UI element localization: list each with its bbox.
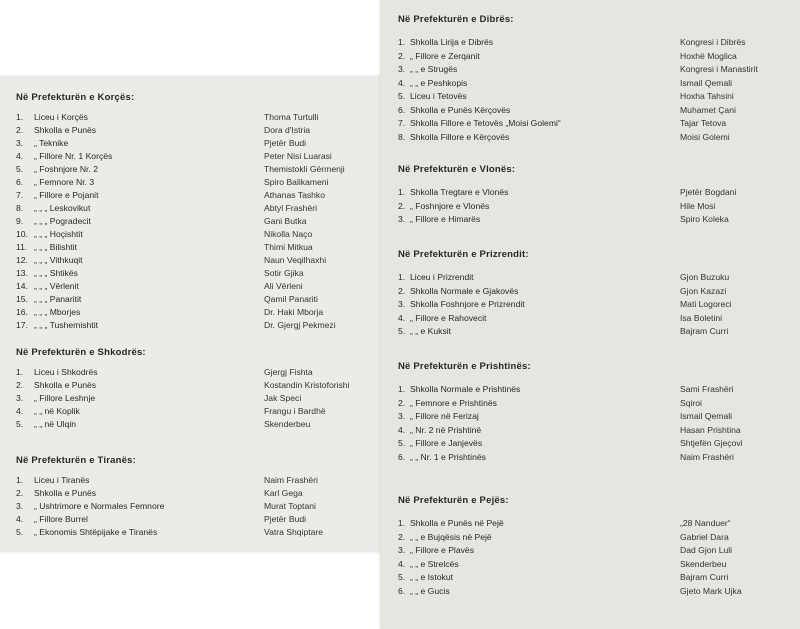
school-name: „ Foshnjore e Vlonës <box>410 200 490 211</box>
row-number: 7. <box>398 118 406 128</box>
row-number: 6. <box>398 585 406 596</box>
section-heading: Në Prefekturën e Vlonës: <box>398 164 516 175</box>
dedication-name: Dad Gjon Luli <box>680 545 733 555</box>
school-name: „ Fillore e Zerqanit <box>410 50 480 61</box>
dedication-name: Themistokli Gërmenji <box>264 164 345 174</box>
row-number: 2. <box>398 50 406 61</box>
school-row <box>380 90 800 103</box>
row-number: 6. <box>398 451 406 462</box>
school-row <box>380 544 800 557</box>
school-row <box>0 366 387 379</box>
dedication-name: Ismail Qemali <box>680 411 733 421</box>
row-number: 5. <box>398 91 406 101</box>
school-name: Shkolla e Punës në Pejë <box>410 518 504 528</box>
school-name: Shkolla e Punës <box>34 125 97 135</box>
school-row <box>0 392 387 405</box>
row-number: 14. <box>16 281 28 291</box>
dedication-name: Athanas Tashko <box>264 190 325 200</box>
row-number: 4. <box>398 424 406 435</box>
school-name: „ Fillore e Janjevës <box>410 438 483 448</box>
school-name: „ Ekonomis Shtëpijake e Tiranës <box>34 527 158 537</box>
row-number: 10. <box>16 229 28 239</box>
school-name: „ „ e Peshkopis <box>410 77 468 88</box>
dedication-name: Gjon Buzuku <box>680 272 730 282</box>
row-number: 13. <box>16 268 28 278</box>
school-row <box>380 131 800 144</box>
school-row <box>0 241 387 254</box>
row-number: 4. <box>16 406 24 416</box>
dedication-name: Dr. Gjergj Pekmezi <box>264 320 336 330</box>
school-name: „ „ e Strugës <box>410 64 458 74</box>
school-name: „ Femnore e Prishtinës <box>410 397 497 408</box>
section-heading: Në Prefekturën e Tiranës: <box>16 455 136 466</box>
dedication-name: „28 Nanduer“ <box>680 518 731 528</box>
school-name: „ „ „ Pogradecit <box>34 216 91 226</box>
dedication-name: Naun Veqilhaxhi <box>264 255 327 265</box>
school-row <box>380 451 800 464</box>
dedication-name: Vatra Shqiptare <box>264 527 324 537</box>
dedication-name: Hoxhë Moglica <box>680 50 737 61</box>
dedication-name: Kostandin Kristoforishi <box>264 380 350 390</box>
school-row <box>0 500 387 513</box>
school-name: Shkolla Foshnjore e Prizrendit <box>410 299 525 309</box>
school-name: Liceu i Prizrendit <box>410 272 474 282</box>
school-row <box>380 558 800 571</box>
school-row <box>0 513 387 526</box>
dedication-name: Isa Boletini <box>680 312 723 323</box>
row-number: 17. <box>16 320 28 330</box>
dedication-name: Gjon Kazazi <box>680 285 727 296</box>
school-name: „ „ „ Hoçishtit <box>34 229 83 239</box>
school-row <box>380 285 800 298</box>
school-row <box>0 293 387 306</box>
school-row <box>0 405 387 418</box>
dedication-name: Qamil Panariti <box>264 294 318 304</box>
school-name: „ Nr. 2 në Prishtinë <box>410 424 482 435</box>
dedication-name: Gani Butka <box>264 216 307 226</box>
school-row <box>0 124 387 137</box>
school-row <box>0 306 387 319</box>
row-number: 2. <box>16 125 24 135</box>
row-number: 1. <box>398 272 406 282</box>
dedication-name: Jak Speci <box>264 393 302 403</box>
school-row <box>0 254 387 267</box>
school-name: Liceu i Tetovës <box>410 91 467 101</box>
row-number: 1. <box>398 37 406 47</box>
school-row <box>380 50 800 63</box>
row-number: 2. <box>398 531 406 542</box>
dedication-name: Tajar Tetova <box>680 118 727 128</box>
school-name: Shkolla Normale e Prishtinës <box>410 384 521 394</box>
dedication-name: Pjetër Budi <box>264 138 307 148</box>
school-name: „ Femnore Nr. 3 <box>34 177 95 187</box>
school-name: „ Fillore Leshnje <box>34 393 96 403</box>
school-name: „ „ e Strelcës <box>410 558 459 569</box>
school-row <box>0 163 387 176</box>
school-name: „ „ Nr. 1 e Prishtinës <box>410 451 486 462</box>
school-row <box>0 379 387 392</box>
school-row <box>380 531 800 544</box>
school-name: Shkolla Normale e Gjakovës <box>410 285 519 296</box>
school-name: „ Fillore e Rahovecit <box>410 312 487 323</box>
row-number: 1. <box>16 367 24 377</box>
dedication-name: Murat Toptani <box>264 501 316 511</box>
school-name: Shkolla Fillore e Tetovës „Moisi Golemi“ <box>410 118 561 128</box>
school-name: Shkolla e Punës <box>34 380 97 390</box>
school-row <box>380 36 800 49</box>
dedication-name: Dr. Haki Mborja <box>264 307 324 317</box>
school-row <box>380 410 800 423</box>
school-name: „ Fillore e Plavës <box>410 545 474 555</box>
school-name: „ „ „ Leskovikut <box>34 203 91 213</box>
school-name: „ „ „ Vërlenit <box>34 281 79 291</box>
school-name: Shkolla Fillore e Kërçovës <box>410 131 510 142</box>
section-heading: Në Prefekturën e Prizrendit: <box>398 249 529 260</box>
dedication-name: Shtjefën Gjeçovi <box>680 438 743 448</box>
dedication-name: Ali Vërleni <box>264 281 303 291</box>
school-row <box>380 312 800 325</box>
row-number: 6. <box>16 177 24 187</box>
school-name: „ Ushtrimore e Normales Femnore <box>34 501 165 511</box>
section-heading: Në Prefekturën e Korçës: <box>16 92 135 103</box>
row-number: 1. <box>16 475 24 485</box>
right-document-page <box>380 0 800 629</box>
row-number: 5. <box>398 572 406 582</box>
dedication-name: Hasan Prishtina <box>680 424 741 435</box>
row-number: 3. <box>398 545 406 555</box>
school-name: „ „ „ Bilishtit <box>34 242 77 252</box>
school-row <box>380 424 800 437</box>
school-name: „ „ „ Vithkuqit <box>34 255 83 265</box>
dedication-name: Kongresi i Dibrës <box>680 37 746 47</box>
row-number: 7. <box>16 190 24 200</box>
dedication-name: Naim Frashëri <box>264 475 318 485</box>
school-row <box>380 571 800 584</box>
school-row <box>0 111 387 124</box>
section-heading: Në Prefekturën e Dibrës: <box>398 14 514 25</box>
dedication-name: Karl Gega <box>264 488 303 498</box>
row-number: 3. <box>398 411 406 421</box>
dedication-name: Hoxha Tahsini <box>680 91 734 101</box>
school-row <box>380 437 800 450</box>
school-row <box>380 298 800 311</box>
school-name: „ „ në Ulqin <box>34 419 77 429</box>
dedication-name: Moisi Golemi <box>680 131 730 142</box>
school-name: „ Fillore Nr. 1 Korçës <box>34 151 113 161</box>
school-name: „ „ në Koplik <box>34 406 80 416</box>
row-number: 5. <box>16 419 24 429</box>
school-row <box>0 418 387 431</box>
row-number: 5. <box>16 527 24 537</box>
dedication-name: Abtyl Frashëri <box>264 203 318 213</box>
school-row <box>380 77 800 90</box>
school-row <box>0 267 387 280</box>
dedication-name: Nikolla Naço <box>264 229 313 239</box>
school-row <box>380 397 800 410</box>
dedication-name: Sami Frashëri <box>680 384 734 394</box>
school-name: Liceu i Shkodrës <box>34 367 98 377</box>
school-name: Liceu i Korçës <box>34 112 88 122</box>
school-row <box>0 189 387 202</box>
section-heading: Në Prefekturën e Shkodrës: <box>16 347 146 358</box>
school-name: „ „ „ Panaritit <box>34 294 82 304</box>
row-number: 3. <box>16 138 24 148</box>
school-name: „ „ „ Tushemishtit <box>34 320 98 330</box>
row-number: 2. <box>398 397 406 408</box>
school-row <box>0 176 387 189</box>
row-number: 3. <box>398 299 406 309</box>
row-number: 4. <box>398 77 406 88</box>
dedication-name: Naim Frashëri <box>680 451 734 462</box>
dedication-name: Spiro Koleka <box>680 214 729 224</box>
school-name: Liceu i Tiranës <box>34 475 90 485</box>
school-name: „ Teknike <box>34 138 69 148</box>
school-row <box>0 202 387 215</box>
dedication-name: Peter Nisi Luarasi <box>264 151 332 161</box>
dedication-name: Mati Logoreci <box>680 299 732 309</box>
school-row <box>380 383 800 396</box>
school-row <box>380 117 800 130</box>
school-name: Shkolla e Punës Kërçovës <box>410 104 511 115</box>
row-number: 8. <box>16 203 24 213</box>
school-name: „ „ „ Mborjes <box>34 307 81 317</box>
row-number: 1. <box>398 518 406 528</box>
school-name: „ Fillore e Himarës <box>410 214 481 224</box>
dedication-name: Bajram Curri <box>680 572 729 582</box>
row-number: 1. <box>398 384 406 394</box>
dedication-name: Pjetër Bogdani <box>680 187 737 197</box>
school-row <box>0 150 387 163</box>
row-number: 3. <box>398 64 406 74</box>
dedication-name: Pjetër Budi <box>264 514 307 524</box>
row-number: 4. <box>16 514 24 524</box>
dedication-name: Thimi Mitkua <box>264 242 313 252</box>
row-number: 5. <box>398 326 406 336</box>
school-row <box>380 186 800 199</box>
row-number: 11. <box>16 242 28 252</box>
school-row <box>380 63 800 76</box>
row-number: 1. <box>398 187 406 197</box>
dedication-name: Skenderbeu <box>680 558 727 569</box>
row-number: 3. <box>398 214 406 224</box>
school-name: Shkolla e Punës <box>34 488 97 498</box>
row-number: 15. <box>16 294 28 304</box>
school-row <box>380 213 800 226</box>
school-row <box>380 200 800 213</box>
dedication-name: Hile Mosi <box>680 200 716 211</box>
dedication-name: Ismail Qemali <box>680 77 733 88</box>
row-number: 5. <box>398 438 406 448</box>
school-name: „ Fillore në Ferizaj <box>410 411 479 421</box>
school-row <box>380 271 800 284</box>
school-row <box>0 474 387 487</box>
dedication-name: Skenderbeu <box>264 419 311 429</box>
school-name: Shkolla Tregtare e Vlonës <box>410 187 509 197</box>
school-row <box>380 517 800 530</box>
dedication-name: Kongresi i Manastirit <box>680 64 758 74</box>
dedication-name: Dora d'Istria <box>264 125 311 135</box>
row-number: 4. <box>398 312 406 323</box>
school-name: „ „ e Gucis <box>410 585 450 596</box>
dedication-name: Gjergj Fishta <box>264 367 313 377</box>
row-number: 2. <box>398 285 406 296</box>
dedication-name: Spiro Balikameni <box>264 177 329 187</box>
school-row <box>0 137 387 150</box>
dedication-name: Muhamet Çani <box>680 104 736 115</box>
school-name: „ Fillore e Pojanit <box>34 190 99 200</box>
school-row <box>380 585 800 598</box>
section-heading: Në Prefekturën e Pejës: <box>398 495 509 506</box>
school-name: Shkolla Lirija e Dibrës <box>410 37 494 47</box>
row-number: 2. <box>16 380 24 390</box>
school-row <box>0 215 387 228</box>
school-row <box>0 487 387 500</box>
dedication-name: Frangu i Bardhë <box>264 406 326 416</box>
row-number: 1. <box>16 112 24 122</box>
row-number: 6. <box>398 104 406 115</box>
dedication-name: Gjeto Mark Ujka <box>680 585 742 596</box>
row-number: 2. <box>398 200 406 211</box>
school-name: „ Foshnjore Nr. 2 <box>34 164 98 174</box>
row-number: 2. <box>16 488 24 498</box>
row-number: 4. <box>398 558 406 569</box>
row-number: 5. <box>16 164 24 174</box>
school-name: „ Fillore Burrel <box>34 514 88 524</box>
school-name: „ „ „ Shtikës <box>34 268 78 278</box>
dedication-name: Sotir Gjika <box>264 268 304 278</box>
school-row <box>0 319 387 332</box>
dedication-name: Bajram Curri <box>680 326 729 336</box>
row-number: 3. <box>16 393 24 403</box>
row-number: 9. <box>16 216 24 226</box>
row-number: 8. <box>398 131 406 142</box>
row-number: 16. <box>16 307 28 317</box>
school-row <box>0 526 387 539</box>
school-row <box>0 228 387 241</box>
section-heading: Në Prefekturën e Prishtinës: <box>398 361 531 372</box>
school-row <box>380 104 800 117</box>
school-name: „ „ e Istokut <box>410 572 453 582</box>
dedication-name: Sqiroi <box>680 397 702 408</box>
dedication-name: Gabriel Dara <box>680 531 729 542</box>
row-number: 12. <box>16 255 28 265</box>
school-row <box>0 280 387 293</box>
dedication-name: Thoma Turtulli <box>264 112 319 122</box>
row-number: 3. <box>16 501 24 511</box>
school-name: „ „ e Bujqësis në Pejë <box>410 531 492 542</box>
left-document-page <box>0 76 387 552</box>
row-number: 4. <box>16 151 24 161</box>
school-name: „ „ e Kuksit <box>410 326 452 336</box>
school-row <box>380 325 800 338</box>
